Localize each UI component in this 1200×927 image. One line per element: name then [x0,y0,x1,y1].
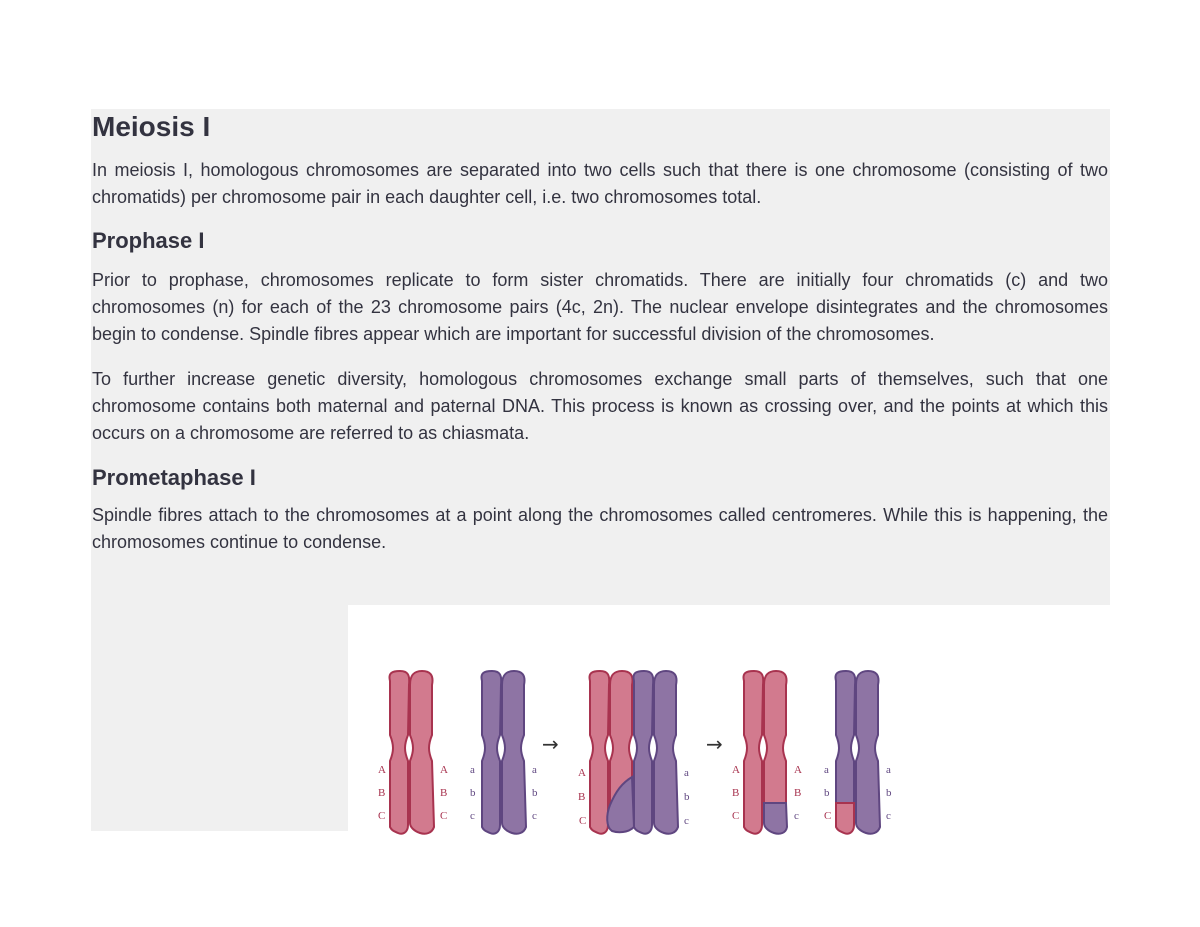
svg-text:A: A [440,764,448,776]
svg-text:A: A [578,767,586,779]
svg-text:c: c [470,810,475,822]
svg-text:C: C [824,810,832,822]
crossing-over-figure [348,605,1110,845]
maternal-chromosome-1 [389,671,434,834]
figure-side-background [91,605,348,831]
crossing-over-labels-left [578,767,586,827]
prometaphase-heading: Prometaphase I [92,465,256,490]
svg-text:B: B [378,787,386,799]
svg-text:c: c [684,815,689,827]
svg-text:C: C [378,810,386,822]
svg-text:A: A [732,764,740,776]
svg-text:C: C [440,810,448,822]
svg-text:a: a [532,764,537,776]
arrow-2: → [706,732,723,756]
svg-text:c: c [794,810,799,822]
svg-text:B: B [794,787,802,799]
intro-paragraph: In meiosis I, homologous chromosomes are separated into two cells such that there is one chromosome (consisting of two chromatids) per chromosome pair in each daughter cell, i.e. two chromosomes total. [92,160,1108,207]
svg-text:B: B [440,787,448,799]
paternal-labels-left [470,764,476,822]
svg-text:b: b [684,791,690,803]
maternal-labels-right [440,764,448,822]
svg-text:a: a [824,764,829,776]
svg-text:a: a [886,764,891,776]
svg-text:B: B [732,787,740,799]
svg-text:b: b [824,787,830,799]
paternal-chromosome-1 [481,671,526,834]
svg-text:a: a [684,767,689,779]
svg-text:c: c [532,810,537,822]
svg-text:b: b [532,787,538,799]
svg-text:B: B [578,791,586,803]
svg-text:C: C [732,810,740,822]
svg-text:a: a [470,764,475,776]
svg-text:A: A [794,764,802,776]
prophase-paragraph-2: To further increase genetic diversity, homologous chromosomes exchange small parts of themselves, such that one chromosome contains both maternal and paternal DNA. This process is known as crossing over, and the points at which this occurs on a chromosome are referred to as chiasmata. [92,369,1108,443]
prophase-paragraph-1: Prior to prophase, chromosomes replicate to form sister chromatids. There are initially four chromatids (c) and two chromosomes (n) for each of the 23 chromosome pairs (4c, 2n). The nuclear envelope disintegrates and the chromosomes begin to condense. Spindle fibres appear which are important for successful division of the chromosomes. [92,270,1108,344]
page-title: Meiosis I [92,111,211,142]
svg-text:b: b [470,787,476,799]
paternal-labels-right [532,764,538,822]
svg-text:C: C [579,815,587,827]
recombined-paternal [835,671,880,834]
svg-text:c: c [886,810,891,822]
crossing-over-labels-right [684,767,690,827]
maternal-labels-left [378,764,386,822]
recombined-maternal [743,671,787,834]
arrow-1: → [542,732,559,756]
svg-text:A: A [378,764,386,776]
svg-text:b: b [886,787,892,799]
prophase-heading: Prophase I [92,228,205,253]
document-body [92,110,1108,556]
prometaphase-paragraph: Spindle fibres attach to the chromosomes at a point along the chromosomes called centromeres. While this is happening, the chromosomes continue to condense. [92,505,1108,552]
crossing-over-diagram [348,605,1110,845]
